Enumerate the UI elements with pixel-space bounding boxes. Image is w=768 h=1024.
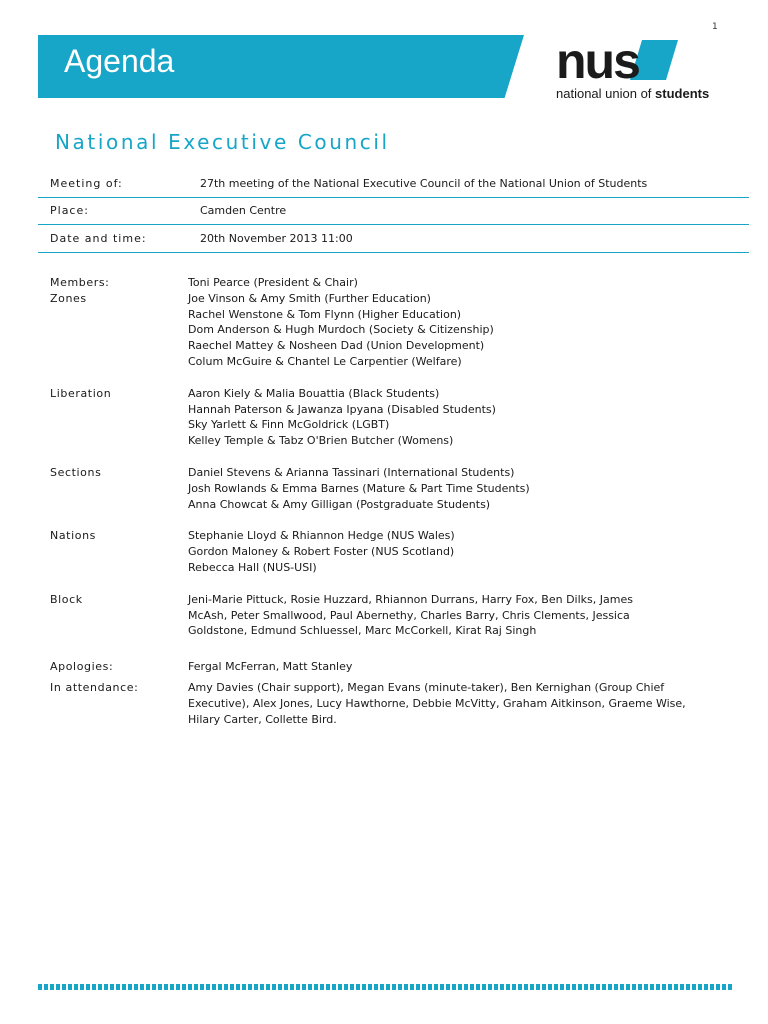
date-time-value: 20th November 2013 11:00 (200, 231, 353, 245)
attendance-label-block (50, 680, 180, 696)
list-item: Anna Chowcat & Amy Gilligan (Postgraduate Students) (188, 497, 491, 511)
sections-list (188, 465, 738, 512)
page-number: 1 (712, 22, 718, 32)
zones-label-block (50, 275, 180, 307)
attendance-group (0, 680, 768, 727)
list-item: Jeni-Marie Pittuck, Rosie Huzzard, Rhiannon Durrans, Harry Fox, Ben Dilks, James (188, 592, 633, 606)
list-item: Sky Yarlett & Finn McGoldrick (LGBT) (188, 418, 390, 432)
list-item: Daniel Stevens & Arianna Tassinari (International Students) (188, 465, 515, 479)
apologies-label: Apologies: (50, 660, 114, 674)
agenda-title: Agenda (64, 43, 175, 79)
list-item: Raechel Mattey & Nosheen Dad (Union Development) (188, 339, 485, 353)
meeting-info-table (38, 170, 749, 253)
members-label: Members: (50, 276, 110, 289)
list-item: Rebecca Hall (NUS-USI) (188, 560, 317, 574)
block-list (188, 592, 738, 639)
meeting-of-value: 27th meeting of the National Executive Council of the National Union of Students (200, 176, 648, 190)
list-item: Dom Anderson & Hugh Murdoch (Society & Citizenship) (188, 323, 494, 337)
place-value: Camden Centre (200, 204, 287, 218)
sections-group (0, 465, 768, 512)
list-item: Colum McGuire & Chantel Le Carpentier (Welfare) (188, 354, 462, 368)
zones-group (0, 275, 768, 370)
logo-wordmark: nus (556, 40, 639, 89)
members-section (0, 275, 768, 727)
nations-list (188, 528, 738, 575)
block-label-block (50, 592, 180, 608)
nus-logo (556, 40, 736, 104)
apologies-label-block (50, 659, 180, 675)
date-time-row (38, 225, 749, 253)
sections-label-block (50, 465, 180, 481)
zones-label: Zones (50, 291, 87, 305)
block-label: Block (50, 592, 83, 606)
date-time-label: Date and time: (50, 231, 147, 245)
logo-tagline-prefix: national union of (556, 86, 656, 101)
list-item: Aaron Kiely & Malia Bouattia (Black Students) (188, 386, 440, 400)
liberation-list (188, 386, 738, 449)
list-item: Hannah Paterson & Jawanza Ipyana (Disabled Students) (188, 402, 496, 416)
place-row (38, 198, 749, 226)
nations-label: Nations (50, 529, 96, 543)
apologies-group (0, 659, 768, 675)
nus-logo-graphic (556, 40, 736, 104)
attendance-label: In attendance: (50, 680, 139, 694)
sections-label: Sections (50, 465, 102, 479)
list-item: Executive), Alex Jones, Lucy Hawthorne, Debbie McVitty, Graham Aitkinson, Graeme Wise, (188, 696, 686, 710)
attendance-list (188, 680, 738, 727)
list-item: Joe Vinson & Amy Smith (Further Education) (188, 291, 431, 305)
liberation-group (0, 386, 768, 449)
zones-list (188, 275, 738, 370)
nations-group (0, 528, 768, 575)
list-item: Josh Rowlands & Emma Barnes (Mature & Part Time Students) (188, 481, 530, 495)
list-item: Fergal McFerran, Matt Stanley (188, 660, 353, 674)
liberation-label: Liberation (50, 386, 112, 400)
liberation-label-block (50, 386, 180, 402)
list-item: Rachel Wenstone & Tom Flynn (Higher Education) (188, 307, 462, 321)
meeting-of-row (38, 170, 749, 198)
place-label: Place: (50, 204, 89, 218)
list-item: Gordon Maloney & Robert Foster (NUS Scotland) (188, 545, 455, 559)
list-item: Amy Davies (Chair support), Megan Evans (minute-taker), Ben Kernighan (Group Chief (188, 680, 665, 694)
list-item: McAsh, Peter Smallwood, Paul Abernethy, Charles Barry, Chris Clements, Jessica (188, 608, 630, 622)
meeting-of-label: Meeting of: (50, 176, 123, 190)
logo-tagline (556, 86, 709, 101)
nations-label-block (50, 528, 180, 544)
block-group (0, 592, 768, 639)
apologies-list (188, 659, 738, 675)
council-title: National Executive Council (55, 130, 390, 154)
list-item: Hilary Carter, Collette Bird. (188, 712, 337, 726)
footer-dashed-rule (38, 984, 732, 990)
list-item: Goldstone, Edmund Schluessel, Marc McCorkell, Kirat Raj Singh (188, 624, 537, 638)
list-item: Kelley Temple & Tabz O'Brien Butcher (Womens) (188, 434, 454, 448)
list-item: Stephanie Lloyd & Rhiannon Hedge (NUS Wales) (188, 529, 455, 543)
list-item: Toni Pearce (President & Chair) (188, 276, 358, 289)
logo-tagline-strong: students (655, 86, 710, 101)
